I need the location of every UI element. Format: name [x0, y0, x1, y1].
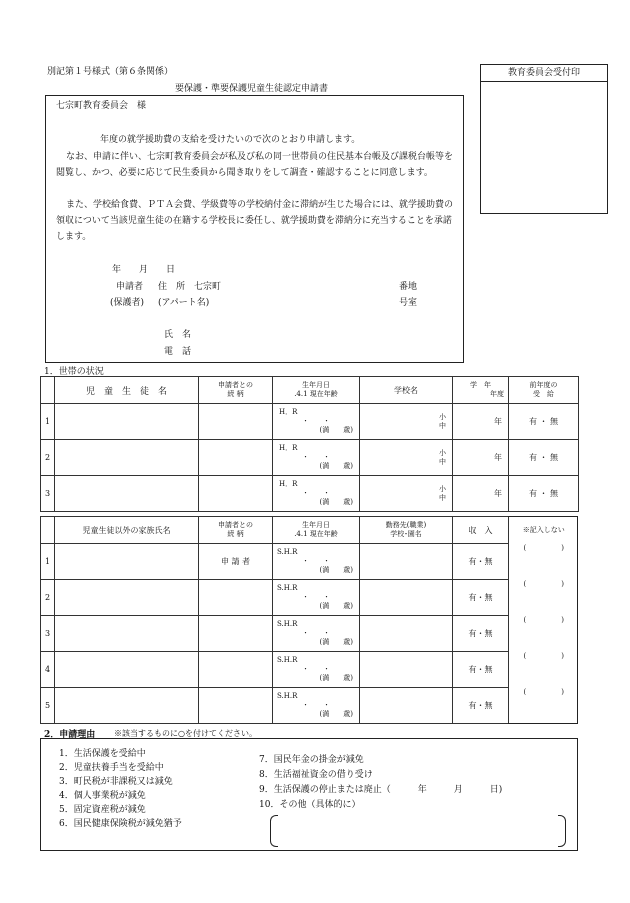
family-name-cell[interactable] [55, 580, 199, 616]
phone-label: 電 話 [164, 347, 192, 357]
relation-cell[interactable] [199, 652, 273, 688]
reception-stamp-box [480, 64, 608, 214]
family-header-row [41, 517, 579, 544]
header-family-name: 児童生徒以外の家族氏名 [55, 517, 199, 544]
reason-item[interactable]: 2．児童扶養手当を受給中 [59, 763, 164, 773]
header-birth-line1: 生年月日 [302, 381, 330, 389]
birth-age: (満 歳) [319, 462, 353, 470]
family-name-cell[interactable] [55, 616, 199, 652]
form-title: 要保護・準要保護児童生徒認定申請書 [175, 84, 329, 94]
header-prev-line2: 受 給 [533, 390, 554, 398]
reasons-box [40, 738, 578, 851]
family-row [41, 688, 579, 724]
birth-era: S.H.R [277, 656, 298, 664]
prev-receipt-cell[interactable]: 有 ・ 無 [509, 440, 579, 476]
note-cell: ( ) [509, 580, 579, 616]
school-cell[interactable] [360, 404, 453, 440]
income-cell[interactable]: 有・無 [453, 580, 509, 616]
birth-era: S.H.R [277, 584, 298, 592]
header-relation [199, 377, 273, 404]
header-income: 収 入 [453, 517, 509, 544]
school-junior: 中 [439, 457, 446, 466]
other-reason-field[interactable] [270, 815, 566, 847]
workplace-cell[interactable] [360, 616, 453, 652]
income-cell[interactable]: 有・無 [453, 652, 509, 688]
birth-dots: ・ ・ [302, 593, 330, 601]
section1-title: 1．世帯の状況 [44, 367, 104, 377]
header-school: 学校名 [360, 377, 453, 404]
income-cell[interactable]: 有・無 [453, 688, 509, 724]
section2-note: ※該当するものに○を付けてください。 [114, 729, 257, 738]
birth-dots: ・ ・ [302, 417, 330, 425]
income-cell[interactable]: 有・無 [453, 544, 509, 580]
row-number: 1 [41, 404, 55, 440]
birth-cell[interactable] [273, 404, 360, 440]
header-note: ※記入しない [509, 517, 579, 544]
income-cell[interactable]: 有・無 [453, 616, 509, 652]
birth-dots: ・ ・ [302, 665, 330, 673]
address-label: 住 所 七宗町 [158, 282, 222, 292]
school-elementary: 小 [439, 484, 446, 493]
reason-item[interactable]: 7．国民年金の掛金が減免 [259, 755, 364, 765]
room-label: 号室 [399, 298, 418, 308]
row-number: 2 [41, 440, 55, 476]
birth-age: (満 歳) [319, 638, 353, 646]
school-junior: 中 [439, 493, 446, 502]
birth-era: H．R [279, 480, 298, 488]
form-id: 別記第１号様式（第６条関係） [47, 67, 174, 77]
row-number: 4 [41, 652, 55, 688]
grade-cell[interactable]: 年 [453, 476, 509, 512]
header-work [360, 517, 453, 544]
child-row [41, 476, 579, 512]
family-row [41, 652, 579, 688]
birth-era: S.H.R [277, 692, 298, 700]
birth-dots: ・ ・ [302, 629, 330, 637]
stamp-label: 教育委員会受付印 [481, 65, 607, 82]
paragraph-2: なお、申請に伴い、七宗町教育委員会が私及び私の同一世帯員の住民基本台帳及び課税台帳等を閲覧し、かつ、必要に応じて民生委員から聞き取りをして調査・確認することに同意します。 [56, 152, 454, 178]
reason-item[interactable]: 9．生活保護の停止または廃止（ 年 月 日) [259, 785, 503, 795]
reason-item[interactable]: 5．固定資産税が減免 [59, 805, 146, 815]
left-bracket [270, 815, 278, 847]
header-grade-line1: 学 年 [470, 381, 491, 389]
relation-cell[interactable] [199, 440, 273, 476]
header-work-line1: 勤務先(職業) [385, 521, 427, 529]
reason-item[interactable]: 4．個人事業税が減免 [59, 791, 146, 801]
reason-item[interactable]: 6．国民健康保険税が減免猶予 [59, 819, 182, 829]
relation-cell[interactable] [199, 580, 273, 616]
school-cell[interactable] [360, 440, 453, 476]
birth-era: H．R [279, 408, 298, 416]
header-grade-line2: 年度 [490, 390, 504, 398]
child-row [41, 404, 579, 440]
family-name-cell[interactable] [55, 688, 199, 724]
birth-age: (満 歳) [319, 602, 353, 610]
school-junior: 中 [439, 421, 446, 430]
header-family-birth-line2: .4.1 現在年齢 [294, 530, 338, 538]
birth-age: (満 歳) [319, 426, 353, 434]
note-column-frame [508, 516, 578, 724]
children-table [40, 376, 579, 512]
family-name-cell[interactable] [55, 544, 199, 580]
row-number: 3 [41, 616, 55, 652]
note-cell: ( ) [509, 688, 579, 724]
header-family-relation-line2: 続 柄 [227, 530, 244, 538]
relation-cell[interactable]: 申 請 者 [199, 544, 273, 580]
application-box [45, 95, 464, 363]
paragraph-3: また、学校給食費、ＰＴＡ会費、学級費等の学校納付金に滞納が生じた場合には、就学援助費の領収について当該児童生徒の在籍する学校長に委任し、就学援助費を滞納分に充当することを承諾します。 [56, 200, 454, 242]
left-reasons [59, 747, 182, 831]
birth-cell[interactable] [273, 544, 360, 580]
child-name-cell[interactable] [55, 476, 199, 512]
date-line: 年 月 日 [112, 265, 176, 275]
birth-era: H．R [279, 444, 298, 452]
birth-dots: ・ ・ [302, 453, 330, 461]
child-name-cell[interactable] [55, 440, 199, 476]
birth-cell[interactable] [273, 688, 360, 724]
header-family-relation-line1: 申請者との [218, 521, 253, 529]
birth-era: S.H.R [277, 620, 298, 628]
right-reasons [259, 753, 502, 813]
relation-cell[interactable] [199, 688, 273, 724]
row-number: 1 [41, 544, 55, 580]
birth-cell[interactable] [273, 652, 360, 688]
birth-age: (満 歳) [319, 566, 353, 574]
row-number: 3 [41, 476, 55, 512]
family-row [41, 544, 579, 580]
family-row [41, 616, 579, 652]
children-header-row [41, 377, 579, 404]
section2-title: 2．申請理由 [44, 730, 96, 740]
reason-item[interactable]: 1．生活保護を受給中 [59, 749, 146, 759]
school-elementary: 小 [439, 412, 446, 421]
child-row [41, 440, 579, 476]
guardian-label: (保護者) [110, 298, 145, 308]
birth-cell[interactable] [273, 616, 360, 652]
reason-item[interactable]: 3．町民税が非課税又は減免 [59, 777, 173, 787]
row-number: 2 [41, 580, 55, 616]
birth-cell[interactable] [273, 476, 360, 512]
birth-era: S.H.R [277, 548, 298, 556]
school-cell[interactable] [360, 476, 453, 512]
paragraph-1: 年度の就学援助費の支給を受けたいので次のとおり申請します。 [100, 135, 361, 145]
header-child-name: 児 童 生 徒 名 [55, 377, 199, 404]
relation-cell[interactable] [199, 616, 273, 652]
header-prev [509, 377, 579, 404]
header-prev-line1: 前年度の [529, 381, 558, 389]
header-birth-line2: .4.1 現在年齢 [294, 390, 338, 398]
birth-age: (満 歳) [319, 674, 353, 682]
relation-cell[interactable] [199, 476, 273, 512]
relation-cell[interactable] [199, 404, 273, 440]
applicant-label: 申請者 [116, 282, 144, 292]
family-name-cell[interactable] [55, 652, 199, 688]
apartment-label: (アパート名) [158, 298, 210, 308]
workplace-cell[interactable] [360, 688, 453, 724]
banchi-label: 番地 [399, 282, 418, 292]
header-birth [273, 377, 360, 404]
header-work-line2: 学校･園名 [390, 530, 422, 538]
family-table [40, 516, 579, 724]
prev-receipt-cell[interactable]: 有 ・ 無 [509, 404, 579, 440]
workplace-cell[interactable] [360, 544, 453, 580]
header-relation-line2: 続 柄 [227, 390, 244, 398]
header-family-birth-line1: 生年月日 [302, 521, 330, 529]
header-relation-line1: 申請者との [218, 381, 253, 389]
reason-item[interactable]: 8．生活福祉資金の借り受け [259, 770, 373, 780]
right-bracket [558, 815, 566, 847]
prev-receipt-cell[interactable]: 有 ・ 無 [509, 476, 579, 512]
child-name-cell[interactable] [55, 404, 199, 440]
school-elementary: 小 [439, 448, 446, 457]
birth-dots: ・ ・ [302, 489, 330, 497]
birth-dots: ・ ・ [302, 701, 330, 709]
note-cell: ( ) [509, 616, 579, 652]
birth-dots: ・ ・ [302, 557, 330, 565]
birth-cell[interactable] [273, 440, 360, 476]
birth-cell[interactable] [273, 580, 360, 616]
workplace-cell[interactable] [360, 580, 453, 616]
row-number: 5 [41, 688, 55, 724]
birth-age: (満 歳) [319, 710, 353, 718]
name-label: 氏 名 [164, 330, 192, 340]
note-cell: ( ) [509, 652, 579, 688]
note-cell: ( ) [509, 544, 579, 580]
family-row [41, 580, 579, 616]
birth-age: (満 歳) [319, 498, 353, 506]
header-family-relation [199, 517, 273, 544]
addressee: 七宗町教育委員会 様 [56, 101, 147, 111]
header-family-birth [273, 517, 360, 544]
header-grade [453, 377, 509, 404]
grade-cell[interactable]: 年 [453, 440, 509, 476]
workplace-cell[interactable] [360, 652, 453, 688]
reason-item[interactable]: 10．その他（具体的に） [259, 800, 361, 810]
grade-cell[interactable]: 年 [453, 404, 509, 440]
